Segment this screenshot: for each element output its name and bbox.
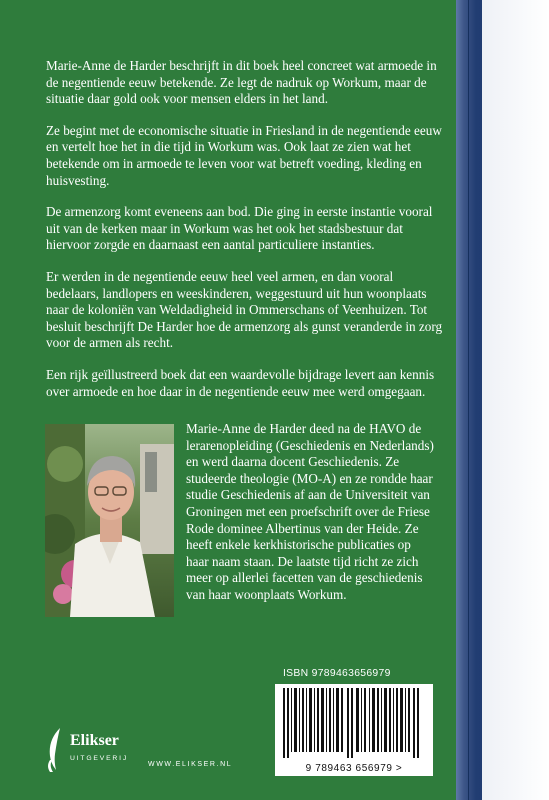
isbn-label: ISBN 9789463656979 xyxy=(283,668,391,679)
author-bio: Marie-Anne de Harder deed na de HAVO de lerarenopleiding (Geschiedenis en Nederlands) en werd daarna docent Geschiedenis. Ze studeerde theologie (MO-A) en ze rondde haar studie Geschiedenis af aan de Universiteit van Groningen met een proefschrift over de Friese Rode dominee Albertinus van der Heide. Ze heeft enkele kerkhistorische publicaties op haar naam staan. De laatste tijd richt ze zich meer op allerlei facetten van de geschiedenis van haar woonplaats Workum. xyxy=(186,421,434,602)
barcode-bars xyxy=(275,684,433,762)
barcode-digits: 9 789463 656979 > xyxy=(305,763,403,774)
publisher-subtitle: UITGEVERIJ xyxy=(70,755,129,762)
author-photo xyxy=(45,424,174,617)
blurb-paragraph: Marie-Anne de Harder beschrijft in dit boek heel concreet wat armoede in de negentiende eeuw betekende. Ze legt de nadruk op Workum, maar de situatie daar gold ook voor mensen elders in het land. xyxy=(46,58,437,107)
isbn-barcode xyxy=(275,684,433,776)
blurb-paragraph: Ze begint met de economische situatie in Friesland in de negentiende eeuw en vertelt hoe het in die tijd in Workum was. Ook laat ze zien wat het betekende om in armoede te leven voor wat betreft voeding, kleding en huisvesting. xyxy=(46,122,442,188)
blurb-paragraph: De armenzorg komt eveneens aan bod. Die ging in eerste instantie vooral uit van de kerken maar in Workum was het ook het stadsbestuur dat hiervoor zorgde en daarnaast een aantal particuliere instanties. xyxy=(46,204,433,253)
blurb-text xyxy=(46,58,444,415)
publisher-website: WWW.ELIKSER.NL xyxy=(148,761,233,768)
blurb-paragraph: Een rijk geïllustreerd boek dat een waardevolle bijdrage levert aan kennis over armoede en hoe daar in de negentiende eeuw mee werd omgegaan. xyxy=(46,366,435,399)
publisher-name: Elikser xyxy=(70,732,119,749)
page-background xyxy=(482,0,549,800)
quill-icon xyxy=(44,726,68,774)
publisher-logo xyxy=(44,726,164,776)
spine-edge-line xyxy=(468,0,469,800)
blurb-paragraph: Er werden in de negentiende eeuw heel veel armen, en dan vooral bedelaars, landlopers en weeskinderen, weggestuurd uit hun woonplaats naar de koloniën van Weldadigheid in Ommerschans of Veenhuizen. Tot besluit beschrijft De Harder hoe de armenzorg als gunst veranderde in zorg voor de armen als recht. xyxy=(46,268,443,351)
